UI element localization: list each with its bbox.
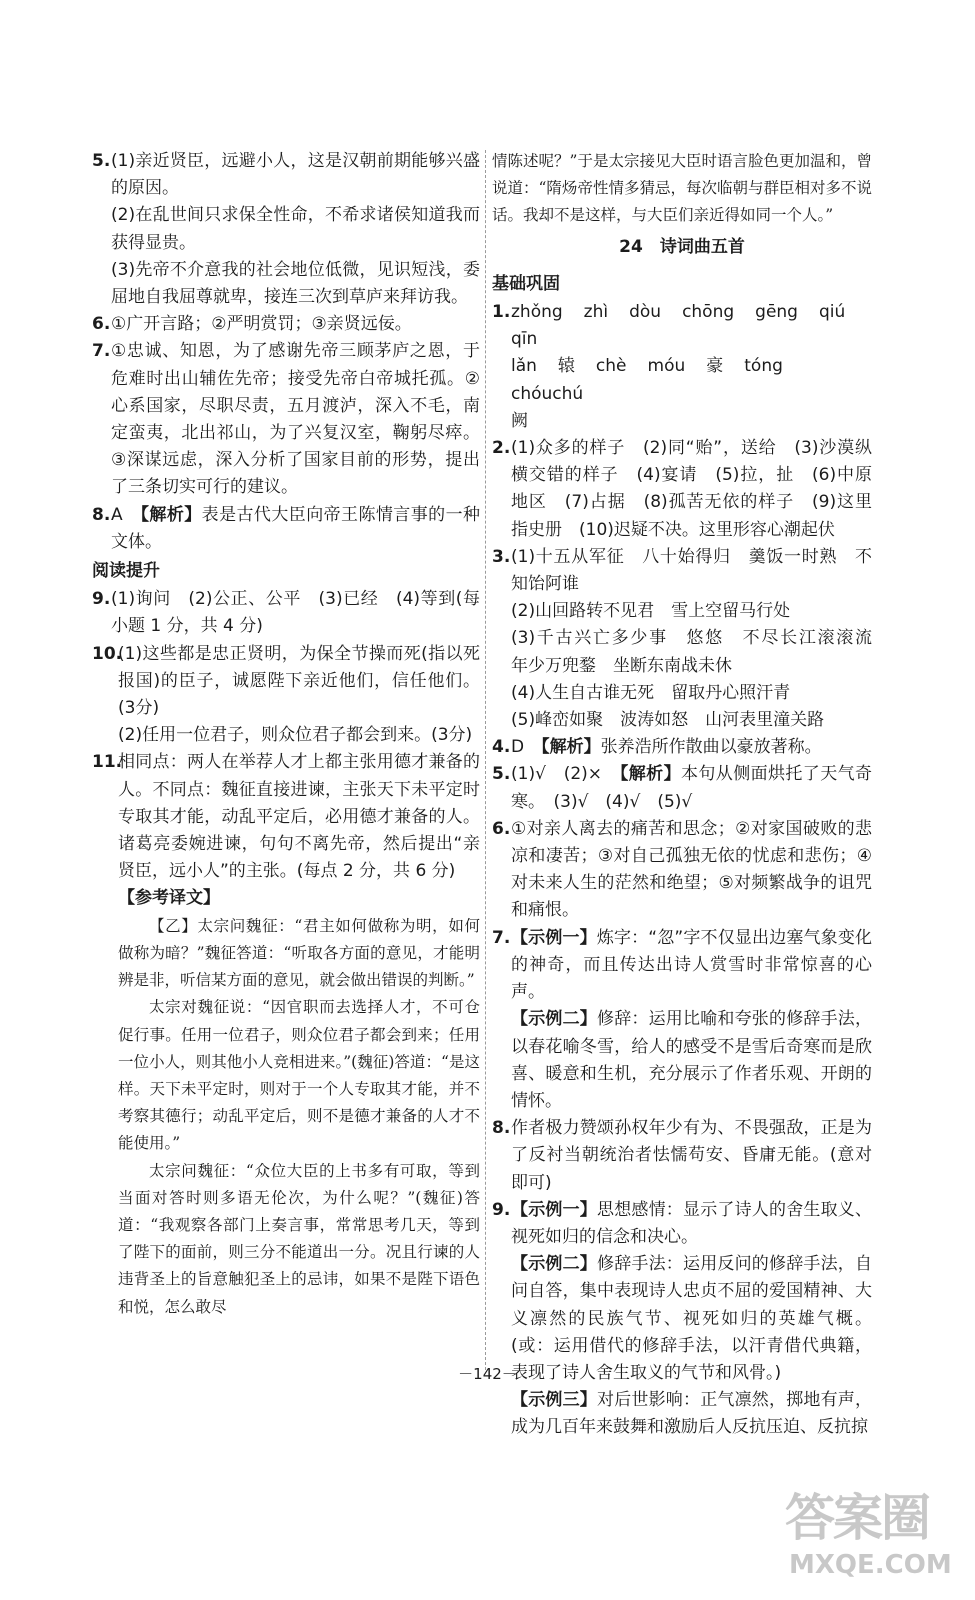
answer-text: (2)任用一位君子，则众位君子都会到来。(3分) xyxy=(118,725,473,746)
section-heading-reading: 阅读提升 xyxy=(92,561,160,582)
example-tag: 【示例二】 xyxy=(511,1254,597,1275)
answer-text: (4)人生自古谁无死 留取丹心照汗青 xyxy=(511,682,791,703)
item-number: 8. xyxy=(492,1118,511,1139)
translation-continuation: 情陈述呢？”于是太宗接见大臣时语言脸色更加温和，曾说道：“隋炀帝性情多猜忌，每次临朝与群臣相对多不说话。我却不是这样，与大臣们亲近得如同一个人。” xyxy=(492,152,872,225)
pinyin-answer: gēng xyxy=(755,302,798,323)
answer-text: 对后世影响：正气凛然，掷地有声，成为几百年来鼓舞和激励后人反抗压迫、反抗掠 xyxy=(511,1390,872,1438)
answer-text: (2)在乱世间只求保全性命，不希求诸侯知道我而获得显贵。 xyxy=(111,205,480,253)
item-number: 6. xyxy=(92,314,111,335)
choice-answer: D xyxy=(511,737,525,758)
answer-item-9 xyxy=(492,1197,872,1442)
analysis-tag: 【解析】 xyxy=(541,737,601,758)
answer-item-4 xyxy=(492,734,872,761)
judgement-answers: (1)√ (2)× xyxy=(511,764,603,785)
answer-text: ①忠诚、知恩，为了感谢先帝三顾茅庐之恩，于危难时出山辅佐先帝；接受先帝白帝城托孤。②心系国家，尽职尽责，五月渡泸，深入不毛，南定蛮夷，北出祁山，为了兴复汉室，鞠躬尽瘁。③深谋远虑，深入分析了国家目前的形势，提出了三条切实可行的建议。 xyxy=(111,341,480,498)
item-number: 11. xyxy=(92,752,123,773)
lesson-title: 24 诗词曲五首 xyxy=(619,236,745,257)
pinyin-answer: lǎn xyxy=(511,356,537,377)
reference-translation xyxy=(92,885,480,1320)
item-number: 8. xyxy=(92,504,111,525)
example-tag: 【示例一】 xyxy=(511,927,597,948)
section-heading-basic: 基础巩固 xyxy=(492,273,560,294)
watermark-logo xyxy=(785,1478,975,1600)
item-number: 6. xyxy=(492,818,511,839)
answer-text: (2)山回路转不见君 雪上空留马行处 xyxy=(511,601,791,622)
pinyin-answer: chóuchú xyxy=(511,383,584,404)
character-answer: 阙 xyxy=(511,410,528,431)
answer-item-3 xyxy=(492,544,889,734)
translation-paragraph: 太宗对魏征说：“因官职而去选择人才，不可仓促行事。任用一位君子，则众位君子都会到来；任用一位小人，则其他小人竞相进来。”(魏征)答道：“是这样。天下未平定时，则对于一个人专取其才能，并不考察其德行；动乱平定后，则不是德才兼备的人才不能使用。” xyxy=(118,998,480,1153)
item-number: 7. xyxy=(92,341,111,362)
answer-text: (3)千古兴亡多少事 悠悠 不尽长江滚滚流 年少万兜鍪 坐断东南战未休 xyxy=(511,628,889,676)
item-number: 5. xyxy=(92,151,111,171)
character-answer: 豪 xyxy=(706,356,724,377)
answer-text: ①广开言路；②严明赏罚；③亲贤远佞。 xyxy=(111,314,412,335)
item-number: 4. xyxy=(492,737,511,758)
answer-text: 表是古代大臣向帝王陈情言事的一种文体。 xyxy=(111,504,480,552)
answer-text: (3)先帝不介意我的社会地位低微，见识短浅，委屈地自我屈尊就卑，接连三次到草庐来拜访我。 xyxy=(111,259,480,308)
answer-text: (1)亲近贤臣，远避小人，这是汉朝前期能够兴盛的原因。 xyxy=(111,151,480,199)
pinyin-answer: móu xyxy=(647,356,686,377)
pinyin-answer: chè xyxy=(595,356,627,377)
answer-item-7 xyxy=(92,338,480,501)
pinyin-answer: qīn xyxy=(511,329,538,350)
character-answer: 辕 xyxy=(557,356,575,377)
translation-paragraph: 【乙】太宗问魏征：“君主如何做称为明，如何做称为暗？”魏征答道：“听取各方面的意见，才能明辨是非，听信某方面的意见，就会做出错误的判断。” xyxy=(118,916,480,990)
page-number: －142－ xyxy=(458,1365,517,1383)
pinyin-answer: dòu xyxy=(629,302,662,323)
answer-item-11 xyxy=(92,749,480,885)
left-column xyxy=(92,148,480,1321)
pinyin-answer: chōng xyxy=(682,302,735,323)
answer-text: (1)这些都是忠正贤明，为保全节操而死(指以死报国)的臣子，诚愿陛下亲近他们，信任他们。(3分) xyxy=(118,643,480,719)
pinyin-answer: qiú xyxy=(818,302,846,323)
pinyin-row xyxy=(511,353,872,407)
answer-text: 本句从侧面烘托了天气奇寒。 (3)√ (4)√ (5)√ xyxy=(511,764,873,812)
analysis-tag: 【解析】 xyxy=(140,504,202,525)
pinyin-answer: tóng xyxy=(744,356,783,377)
answer-text: (1)众多的样子 (2)同“贻”，送给 (3)沙漠纵横交错的样子 (4)宴请 (5)拉，扯 (6)中原地区 (7)占据 (8)孤苦无依的样子 (9)这里指史册 (10)迟疑不决。这里形容心潮起伏 xyxy=(511,438,872,540)
item-number: 1. xyxy=(492,302,511,323)
answer-item-6 xyxy=(92,311,480,338)
watermark-text: 答案圈 xyxy=(785,1489,929,1547)
right-column xyxy=(492,148,889,1442)
answer-text: (1)询问 (2)公正、公平 (3)已经 (4)等到(每小题 1 分，共 4 分) xyxy=(111,589,480,637)
example-tag: 【示例二】 xyxy=(511,1009,597,1030)
answer-item-9 xyxy=(92,586,480,640)
translation-paragraph: 太宗问魏征：“众位大臣的上书多有可取，等到当面对答时则多语无伦次，为什么呢？”(魏征)答道：“我观察各部门上奏言事，常常思考几天，等到了陛下的面前，则三分不能道出一分。况且行谏的人违背圣上的旨意触犯圣上的忌讳，如果不是陛下语色和悦，怎么敢尽 xyxy=(118,1161,480,1316)
answer-text: 修辞手法：运用反问的修辞手法，自问自答，集中表现诗人忠贞不屈的爱国精神、大义凛然的民族气节、视死如归的英雄气概。(或：运用借代的修辞手法，以汗青借代典籍，表现了诗人舍生取义的气节和风骨。) xyxy=(511,1254,872,1383)
answer-item-8 xyxy=(492,1115,872,1197)
answer-item-8 xyxy=(92,502,480,556)
example-tag: 【示例三】 xyxy=(511,1390,597,1411)
item-number: 3. xyxy=(492,546,511,567)
answer-text: 作者极力赞颂孙权年少有为、不畏强敌，正是为了反衬当朝统治者怯懦苟安、昏庸无能。(意对即可) xyxy=(511,1118,872,1193)
answer-item-2 xyxy=(492,435,872,544)
reference-translation-title: 【参考译文】 xyxy=(118,888,220,909)
item-number: 2. xyxy=(492,438,511,459)
answer-text: 张养浩所作散曲以豪放著称。 xyxy=(600,737,822,758)
character-row xyxy=(511,408,872,435)
analysis-tag: 【解析】 xyxy=(619,764,681,785)
choice-answer: A xyxy=(111,504,123,525)
answer-item-6 xyxy=(492,816,872,925)
answer-text: 修辞：运用比喻和夸张的修辞手法，以春花喻冬雪，给人的感受不是雪后奇寒而是欣喜、暖意和生机，充分展示了作者乐观、开朗的情怀。 xyxy=(511,1009,872,1111)
pinyin-answer: zhì xyxy=(583,302,609,323)
item-number: 9. xyxy=(92,589,111,610)
item-number: 10. xyxy=(92,643,123,664)
answer-text: 思想感情：显示了诗人的舍生取义、视死如归的信念和决心。 xyxy=(511,1199,872,1247)
answer-item-10 xyxy=(92,641,480,750)
answer-item-1 xyxy=(492,299,872,435)
item-number: 5. xyxy=(492,764,511,785)
answer-item-7 xyxy=(492,925,872,1115)
item-number: 9. xyxy=(492,1199,511,1220)
example-tag: 【示例一】 xyxy=(511,1199,597,1220)
answer-text: (1)十五从军征 八十始得归 羹饭一时熟 不知饴阿谁 xyxy=(511,546,872,595)
answer-text: ①对亲人离去的痛苦和思念；②对家国破败的悲凉和凄苦；③对自己孤独无依的忧虑和悲伤；④对未来人生的茫然和绝望；⑤对频繁战争的诅咒和痛恨。 xyxy=(511,818,872,921)
pinyin-row xyxy=(511,299,872,353)
pinyin-answer: zhǒng xyxy=(511,302,563,323)
answer-text: 相同点：两人在举荐人才上都主张用德才兼备的人。不同点：魏征直接进谏，主张天下未平定时专取其才能，动乱平定后，必用德才兼备的人。诸葛亮委婉进谏，句句不离先帝，然后提出“亲贤臣，远小人”的主张。(每点 2 分，共 6 分) xyxy=(118,752,480,882)
column-divider xyxy=(485,150,486,1370)
watermark-url: MXQE.COM xyxy=(789,1550,952,1580)
answer-item-5 xyxy=(492,761,872,815)
answer-text: 炼字：“忽”字不仅显出边塞气象变化的神奇，而且传达出诗人赏雪时非常惊喜的心声。 xyxy=(511,927,872,1003)
item-number: 7. xyxy=(492,927,511,948)
answer-item-5 xyxy=(92,148,480,311)
answer-text: (5)峰峦如聚 波涛如怒 山河表里潼关路 xyxy=(511,710,825,731)
